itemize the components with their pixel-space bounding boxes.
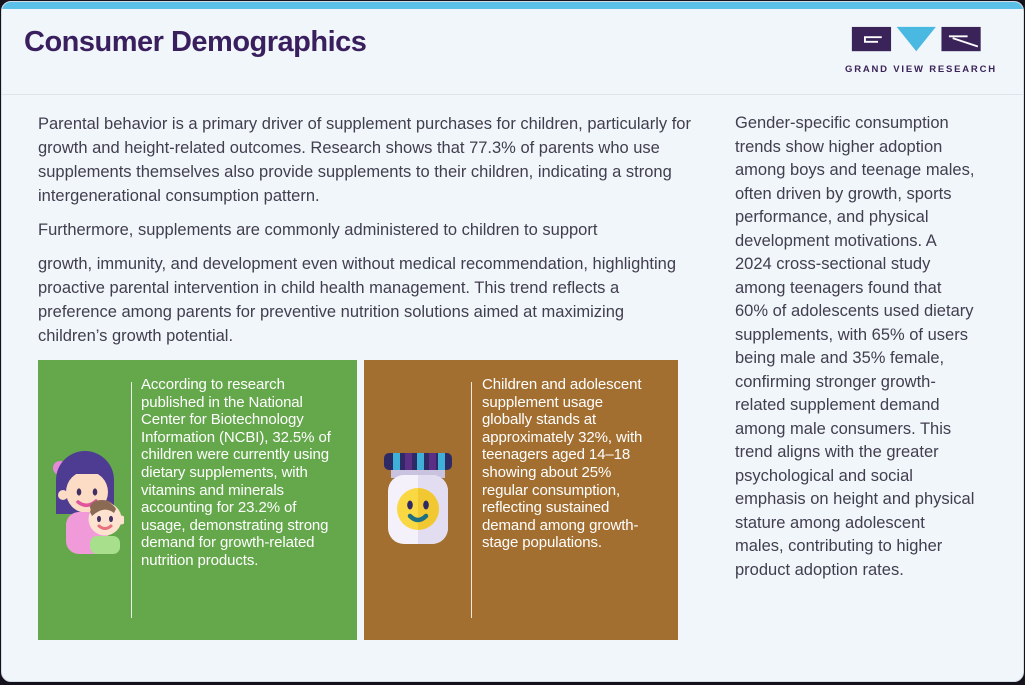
header-divider bbox=[2, 94, 1023, 95]
paragraph-growth-immunity: growth, immunity, and development even without medical recommendation, highlighting proactive parental intervention in child health management. This trend reflects a preference among parents for preventive nutrition solutions aimed at maximizing children’s growth potential. bbox=[38, 255, 677, 345]
paragraph-furthermore: Furthermore, supplements are commonly administered to children to support bbox=[38, 221, 598, 239]
top-accent-bar bbox=[2, 2, 1023, 9]
card-icon-area bbox=[38, 360, 131, 640]
family-icon bbox=[46, 446, 124, 554]
card-text: According to research published in the National Center for Biotechnology Information (NCBI), 32.5% of children were currently using dietary supplements, with vitamins and minerals accounting for 23.2% of usage, demonstrating strong demand for growth-related nutrition products. bbox=[141, 376, 331, 569]
global-usage-card bbox=[364, 360, 678, 640]
brand-name: GRAND VIEW RESEARCH bbox=[845, 64, 997, 75]
sidebar-text-column bbox=[735, 112, 975, 582]
supplement-jar-icon bbox=[378, 448, 458, 552]
ncbi-stat-card bbox=[38, 360, 357, 640]
gvr-logo-mark-icon bbox=[850, 24, 990, 56]
page-title: Consumer Demographics bbox=[24, 26, 367, 58]
paragraph-parental-behavior: Parental behavior is a primary driver of supplement purchases for children, particularly for growth and height-related outcomes. Research shows that 77.3% of parents who use supplements themselves also provide supplements to their children, indicating a strong intergenerational consumption pattern. bbox=[38, 115, 691, 205]
card-text: Children and adolescent supplement usage globally stands at approximately 32%, with teenagers aged 14–18 showing about 25% regular consumption, reflecting sustained demand among growth-stage populations. bbox=[482, 376, 643, 552]
main-text-column bbox=[38, 112, 698, 358]
paragraph-gender-trends: Gender-specific consumption trends show higher adoption among boys and teenage males, often driven by growth, sports performance, and physical development motivations. A 2024 cross-sectional study among teenagers found that 60% of adolescents used dietary supplements, with 65% of users being male and 35% female, confirming stronger growth-related supplement demand among male consumers. This trend aligns with the greater psychological and social emphasis on height and physical stature among adolescent males, contributing to higher product adoption rates. bbox=[735, 114, 975, 579]
slide-card bbox=[1, 1, 1024, 682]
brand-logo bbox=[845, 24, 995, 75]
card-icon-area bbox=[364, 360, 471, 640]
